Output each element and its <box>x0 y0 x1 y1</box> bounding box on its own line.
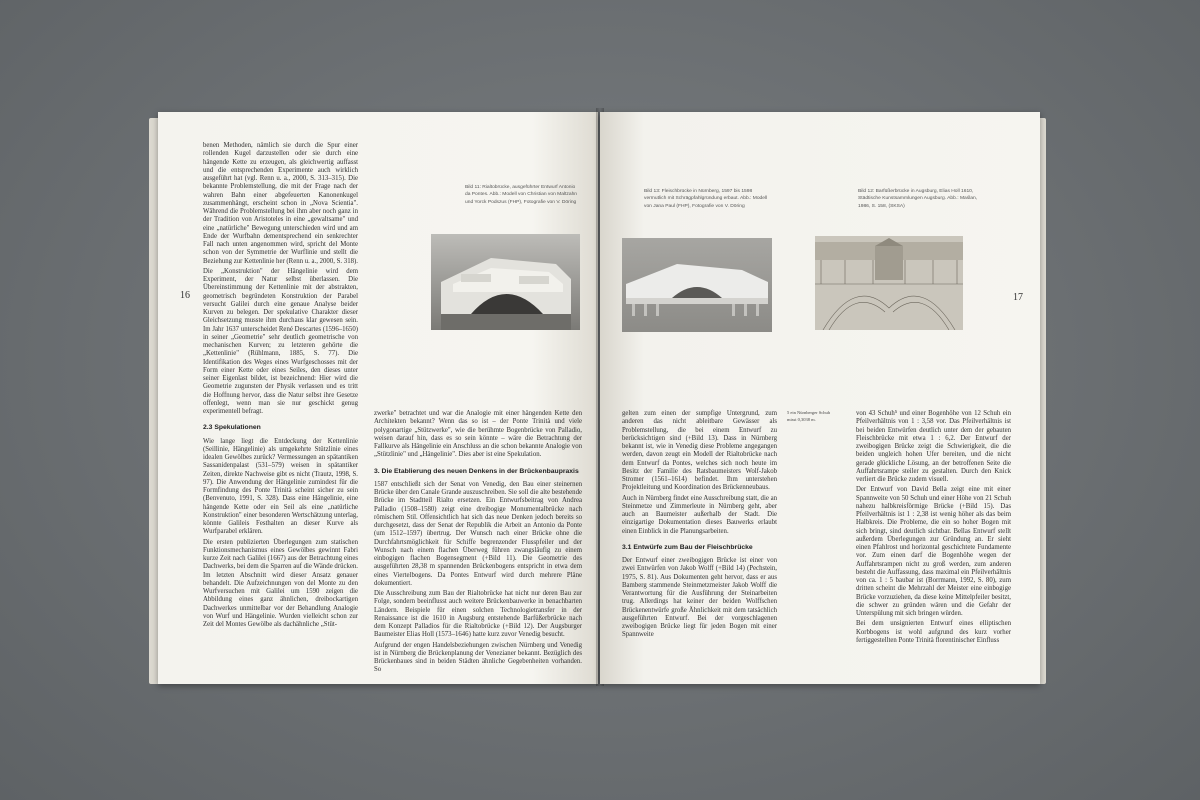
section-heading: 3. Die Etablierung des neuen Denkens in der Brückenbaupraxis <box>374 467 579 475</box>
figure-fleischbruecke-model <box>622 238 772 332</box>
section-heading: 3.1 Entwürfe zum Bau der Fleischbrücke <box>622 543 753 551</box>
left-page <box>158 112 598 684</box>
paragraph: Die ersten publizierten Überlegungen zum statischen Funktionsmechanismus eines Gewölbes gewinnt Fabri kurze Zeit nach Galilei (1667) aus der Betrachtung eines Dachwerks, bei dem die Sparren auf die Wände drücken. Im letzten Abschnitt wird dieser Ansatz genauer behandelt. Die Aufzeichnungen von del Monte zu den Wurfversuchen mit Galilei um 1590 zeigen die Abbildung eines ganz ähnlichen, dreibockartigen Dachwerkes unmittelbar vor der Behandlung Analogie von Wurf und Hängelinie. Wurden vielleicht schon zur Zeit del Montes Gewölbe als dachähnliche „Stüt- <box>203 538 359 628</box>
paragraph: Auch in Nürnberg findet eine Ausschreibung statt, die an Steinmetze und Zimmerleute in Nürnberg geht, aber auch an Baumeister außerhalb der Stadt. Die einzigartige Dokumentation dieses Bauwerks erlaubt einen Einblick in die Planungsarbeiten. <box>622 494 777 535</box>
paragraph: Aufgrund der engen Handelsbeziehungen zwischen Nürnberg und Venedig ist in Nürnberg die Brückenplanung der Venezianer bekannt. Bezüglich des Brückenbaues sind in beiden Städten ähnliche Gegebenheiten vorhanden. So <box>374 641 582 674</box>
right-page <box>600 112 1040 684</box>
figure-caption-13: Bild 13: Fleischbrücke in Nürnberg, 1597 bis 1598 vermutlich mit Schrägpfahlgründung erbaut. Abb.: Modell von Jana Paul (FHP), Fotografie von V. Döring <box>644 189 768 209</box>
section-heading: 2.3 Spekulationen <box>203 424 261 432</box>
paragraph: Der Entwurf einer zweibogigen Brücke ist einer von zwei Entwürfen von Jakob Wolff (+Bild 14) (Pechstein, 1975, S. 81). Aus Dokumenten geht hervor, dass er aus Bamberg stammende Steinmetzmeister Jakob Wolff die Verantwortung für die Ausführung der Steinarbeiten trug. Allerdings hat keiner der beiden Wolffschen Brückenentwürfe große Ähnlichkeit mit dem tatsächlich ausgeführten Entwurf. Bei der vorgeschlagenen zweibogigen Brücke liegt für jeden Bogen mit einer Spannweite <box>622 557 777 639</box>
figure-caption-12: Bild 12: Barfüßerbrücke in Augsburg, Elias Holl 1610, Städtische Kunstsammlungen Augsburg. Abb.: Maślan, 1986, S. 158, (SKSA) <box>858 189 978 209</box>
figure-rialto-bridge-model <box>431 234 580 330</box>
footnote: 5 ein Nürnberger Schuh misst 0,3038 m. <box>787 410 831 422</box>
paragraph: Die Ausschreibung zum Bau der Rialtobrücke hat nicht nur deren Bau zur Folge, sondern beeinflusst auch weitere Brückenbauwerke in benachbarten Ländern. Beispiele für einen solchen Technologietransfer in der Renaissance ist die 1610 in Augsburg entstehende Barfüßerbrücke nach dem Konzept Palladios für die Rialtobrücke (+Bild 12). Der Augsburger Baumeister Elias Holl (1573–1646) hatte kurz zuvor Venedig besucht. <box>374 590 582 639</box>
paragraph: gelten zum einen der sumpfige Untergrund, zum anderen das nicht ableitbare Gewässer als Problemstellung, die bei einem Entwurf zu berücksichtigen sind (+Bild 13). Dass in Nürnberg bekannt ist, wie in Venedig diese Probleme angegangen werden, davon zeugt ein Modell der Rialtobrücke nach dem Entwurf da Pontes, welches sich noch heute im Besitz der Familie des Ratsbaumeisters Wolf-Jakob Stromer (1561–1614) befindet. Ihm unterstehen Projektleitung und Koordination des Brückenneubaus. <box>622 410 777 492</box>
paragraph: zwerke" betrachtet und war die Analogie mit einer hängenden Kette den Architekten bekannt? Wenn das so ist – der Ponte Trinità und viele polygonartige „Stützwerke", wie die berühmte Bogenbrücke von Palladio, weisen darauf hin, dass es so sein könnte – wäre die Betrachtung der Fallkurve als Hängelinie ein Anschluss an die schon bekannte Analogie von „Stützlinie" und „Hängelinie". Dies aber ist eine Spekulation. <box>374 410 582 459</box>
paragraph: 1587 entschließt sich der Senat von Venedig, den Bau einer steinernen Brücke über den Canale Grande auszuschreiben. Sie soll die alte bestehende Brücke im Stadtteil Rialto ersetzen. Ein Entwurfsbeitrag von Andrea Palladio (1508–1580) zeigt eine dreibogige Monumentalbrücke nach römischem Stil. Offensichtlich hat sich das neue Denken jedoch bereits so durchgesetzt, dass der Senat der Republik die Arbeit an Antonio da Ponte (um 1512–1597) übertrug. Der Wunsch nach einer Brücke ohne die Durchfahrtsmöglichkeit für Schiffe begrenzender Flusspfeiler und der Wunsch nach einem flachen Überweg führen zwangsläufig zu einem einbogigen flachen Bogensegment (+Bild 11). Die Geometrie des ausgeführten 28,38 m spannenden Brückenbogens entspricht in etwa dem eines Viertelbogens. Da Pontes Entwurf wird durch mehrere Pläne dokumentiert. <box>374 480 582 587</box>
paragraph: Wie lange liegt die Entdeckung der Kettenlinie (Seillinie, Hängelinie) als umgekehrte Stützlinie eines idealen Gewölbes zurück? Vermessungen an spätantiken Sassanidenpalast (531–579) weisen in spätantiker Zeiten, direkte Nachweise gibt es nicht (Trautz, 1998, S. 97). Die Anwendung der Hängelinie zumindest für die Formfindung des Ponte Trinità scheint sicher zu sein (Benvenuto, 1991, S. 328). Dass eine Hängelinie, eine hängende Kette oder ein Seil als eine „natürliche Konstruktion" einer besonderen Wertschätzung unterlag, könnte Galileis Festhalten an dieser Kurve als Wurfparabel erklären. <box>203 437 358 536</box>
figure-caption-11: Bild 11: Rialtobrücke, ausgeführter Entwurf Antonio da Pontes. Abb.: Modell von Christian von Maltzahn und Yorck Podszus (FHP), Fotografie von V. Döring <box>465 185 578 205</box>
page-number-right: 17 <box>1013 292 1023 303</box>
right-column-1 <box>622 410 777 642</box>
paragraph: Die „Konstruktion" der Hängelinie wird dem Experiment, der Natur selbst überlassen. Die Übereinstimmung der Kettenlinie mit der abstrakten, geometrisch begründeten Konstruktion der Parabel versucht Galilei durch eine genaue Analyse beider Kurven zu belegen. Der spekulative Charakter dieser Gleichsetzung musste ihm durchaus klar gewesen sein. Im Jahr 1637 unterscheidet René Descartes (1596–1650) in seiner „Geometrie" sehr deutlich geometrische von mechanischen Kurven; zu letzteren gehörte die „Kettenlinie" (Rühlmann, 1885, S. 77). Die Identifikation des Weges eines Wurfgeschosses mit der Form einer Kette oder eines Seiles, den dieses unter seiner Eigenlast bildet, ist bezeichnend: Hier wird die Geometrie zugunsten der Physik verlassen und es tritt die Hoffnung hervor, dass die Natur selbst ihre Gesetze offenlegt, wenn man sie nur geschickt genug experimentell befragt. <box>203 267 358 415</box>
left-column-1 <box>203 142 358 631</box>
right-column-2 <box>856 410 1011 647</box>
paragraph: benen Methoden, nämlich sie durch die Spur einer rollenden Kugel darzustellen oder sie durch eine hängende Kette zu erzeugen, als gleichwertig auffasst und die entsprechenden Experimente auch wirklich ausgeführt hat (vgl. Renn u. a., 2000, S. 313–315). Die bekannte Problemstellung, die mit der Frage nach der wahren Bahn einer abgefeuerten Kanonenkugel zusammenhängt, erscheint schon in „Nova Scientia". Während die Problemstellung bei ihm aber noch ganz in der Tradition von Aristoteles in eine „gewaltsame" und eine „natürliche" Bewegung unterschieden wird und am Ende der Wurfbahn dementsprechend ein senkrechter Fall nach unten angenommen wird, spricht del Monte schon von der Symmetrie der Wurflinie und stellt die Beziehung zur Kettenlinie her (Renn u. a., 2000, S. 318). <box>203 142 358 265</box>
paragraph: Bei dem unsignierten Entwurf eines elliptischen Korbbogens ist wohl aufgrund des kurz vorher fertiggestellten Ponte Trinità florentinischer Einfluss <box>856 620 1011 644</box>
left-column-2 <box>374 410 582 677</box>
figure-barfuesserbruecke-drawing <box>815 236 963 330</box>
paragraph: von 43 Schuh⁵ und einer Bogenhöhe von 12 Schuh ein Pfeilverhältnis von 1 : 3,58 vor. Das Pfeilverhältnis ist bei beiden Entwürfen deutlich unter dem der gebauten Fleischbrücke mit etwa 1 : 6,2. Der Entwurf der zweibogigen Brücke zeigt die Schwierigkeit, die die beiden ungleich hohen Ufer bereiten, und die nicht gerade glückliche Lösung, an der betroffenen Seite die Auffahrtsrampe steiler zu gestalten. Durch den Knick verliert die Brücke zudem visuell. <box>856 410 1011 483</box>
paragraph: Der Entwurf von David Bella zeigt eine mit einer Spannweite von 50 Schuh und einer Höhe von 21 Schuh nahezu halbkreisförmige Brücke (+Bild 15). Das Pfeilverhältnis ist 1 : 2,38 ist wenig höher als das beim Halbkreis. Die Probleme, die ein so hoher Bogen mit sich bringt, sind deutlich sichtbar. Bellas Entwurf stellt außerdem Überlegungen zur Gründung an. Er sieht einen Pfahlrost und horizontal geschichtete Fundamente vor. Zum einen darf die Bogenhöhe wegen der Auffahrtsrampen nicht zu groß werden, zum anderen besteht die Auffassung, dass maximal ein Pfeilverhältnis von ca. 1 : 5 baubar ist (Borrmann, 1992, S. 80), zum dritten scheint die Mehrzahl der Meister eine einbogige Brücke vorzuziehen, da diese keine Mittelpfeiler besitzt, die schwer zu gründen wären und die Gefahr der Unterspülung mit sich bringen würden. <box>856 486 1011 617</box>
page-number-left: 16 <box>180 290 190 301</box>
